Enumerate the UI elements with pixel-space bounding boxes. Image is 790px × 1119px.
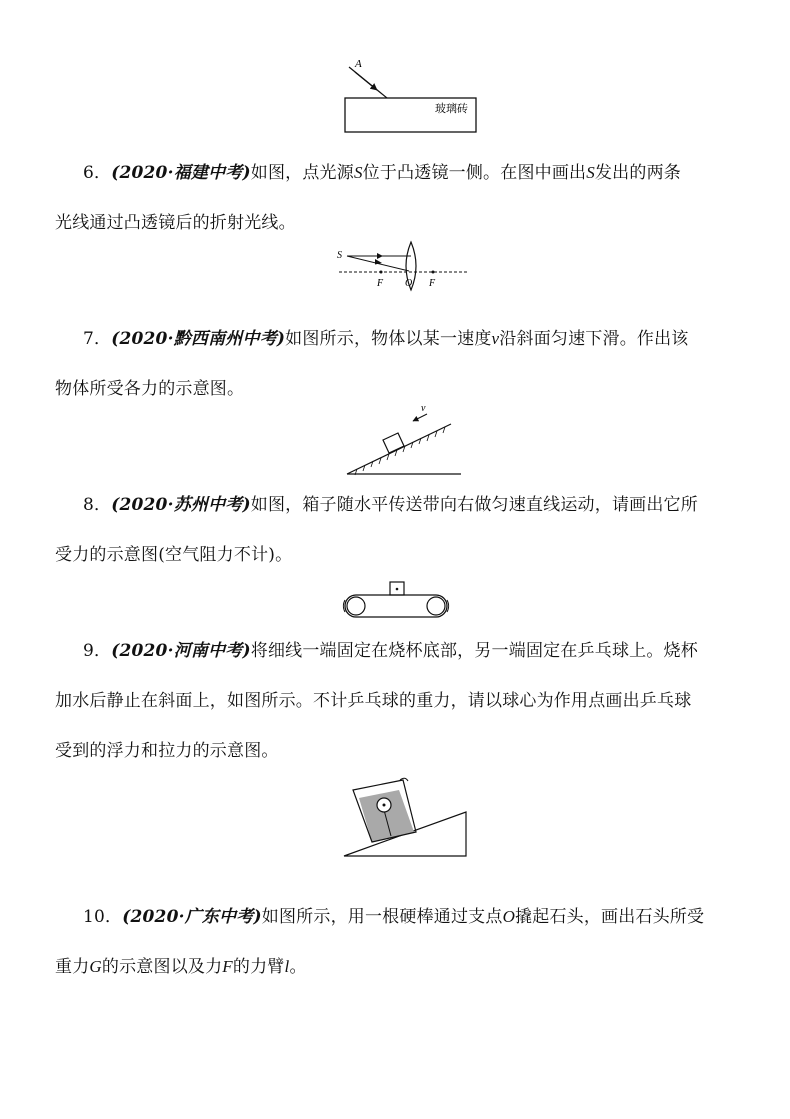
incline-figure	[343, 402, 465, 477]
variable: l	[284, 957, 290, 976]
question-6-line-1	[83, 158, 681, 183]
question-source: (2020·福建中考)	[111, 163, 251, 183]
variable: G	[89, 957, 102, 976]
velocity-label: v	[421, 403, 426, 414]
question-number: 6．	[83, 163, 112, 183]
right-roller	[427, 597, 445, 615]
convex-lens-figure	[335, 238, 475, 293]
ray-label-a: A	[355, 58, 362, 70]
question-text: 。	[289, 957, 307, 977]
question-10-line-1	[83, 902, 704, 927]
question-number: 8．	[83, 495, 112, 515]
left-roller	[347, 597, 365, 615]
focus-left-label: F	[377, 278, 384, 289]
optical-center-label: O	[405, 278, 413, 289]
question-source: (2020·广东中考)	[122, 907, 262, 927]
question-source: (2020·黔西南州中考)	[111, 329, 286, 349]
focus-right-label: F	[429, 278, 436, 289]
question-text: 沿斜面匀速下滑。作出该	[499, 329, 689, 349]
variable: S	[353, 163, 363, 182]
conveyor-figure	[340, 578, 452, 620]
variable: O	[502, 907, 516, 926]
question-text: 发出的两条	[594, 163, 681, 183]
velocity-arrow	[413, 414, 427, 421]
question-number: 7．	[83, 329, 112, 349]
variable: S	[586, 163, 595, 182]
question-source: (2020·苏州中考)	[111, 495, 251, 515]
question-text: 如图所示，用一根硬棒通过支点	[261, 907, 503, 927]
question-9-line-3: 受到的浮力和拉力的示意图。	[55, 741, 279, 761]
question-number: 10．	[83, 907, 123, 927]
glass-block-label: 玻璃砖	[435, 103, 468, 115]
variable: v	[491, 329, 500, 348]
sliding-block	[383, 433, 404, 453]
question-7-line-2: 物体所受各力的示意图。	[55, 379, 245, 399]
question-text: 如图，点光源	[250, 163, 354, 183]
question-text: 重力	[55, 957, 90, 977]
question-8-line-1	[83, 490, 698, 515]
question-9-line-2: 加水后静止在斜面上，如图所示。不计乒乓球的重力，请以球心为作用点画出乒乓球	[55, 691, 692, 711]
variable: F	[222, 957, 233, 976]
beaker-incline-figure	[340, 770, 470, 860]
question-text: 如图，箱子随水平传送带向右做匀速直线运动，请画出它所	[250, 495, 698, 515]
question-10-line-2	[55, 952, 307, 977]
question-6-line-2: 光线通过凸透镜后的折射光线。	[55, 213, 296, 233]
question-source: (2020·河南中考)	[111, 641, 251, 661]
question-text: 的力臂	[232, 957, 285, 977]
question-text: 的示意图以及力	[101, 957, 223, 977]
question-number: 9．	[83, 641, 112, 661]
question-7-line-1	[83, 324, 689, 349]
question-8-line-2: 受力的示意图(空气阻力不计)。	[55, 545, 293, 565]
question-9-line-1	[83, 636, 698, 661]
incline-surface	[347, 424, 451, 474]
question-text: 将细线一端固定在烧杯底部，另一端固定在乒乓球上。烧杯	[250, 641, 698, 661]
glass-block-figure	[335, 55, 485, 137]
question-text: 如图所示，物体以某一速度	[285, 329, 492, 349]
question-text: 撬起石头，画出石头所受	[515, 907, 705, 927]
source-s-label: S	[337, 250, 342, 261]
question-text: 位于凸透镜一侧。在图中画出	[362, 163, 587, 183]
